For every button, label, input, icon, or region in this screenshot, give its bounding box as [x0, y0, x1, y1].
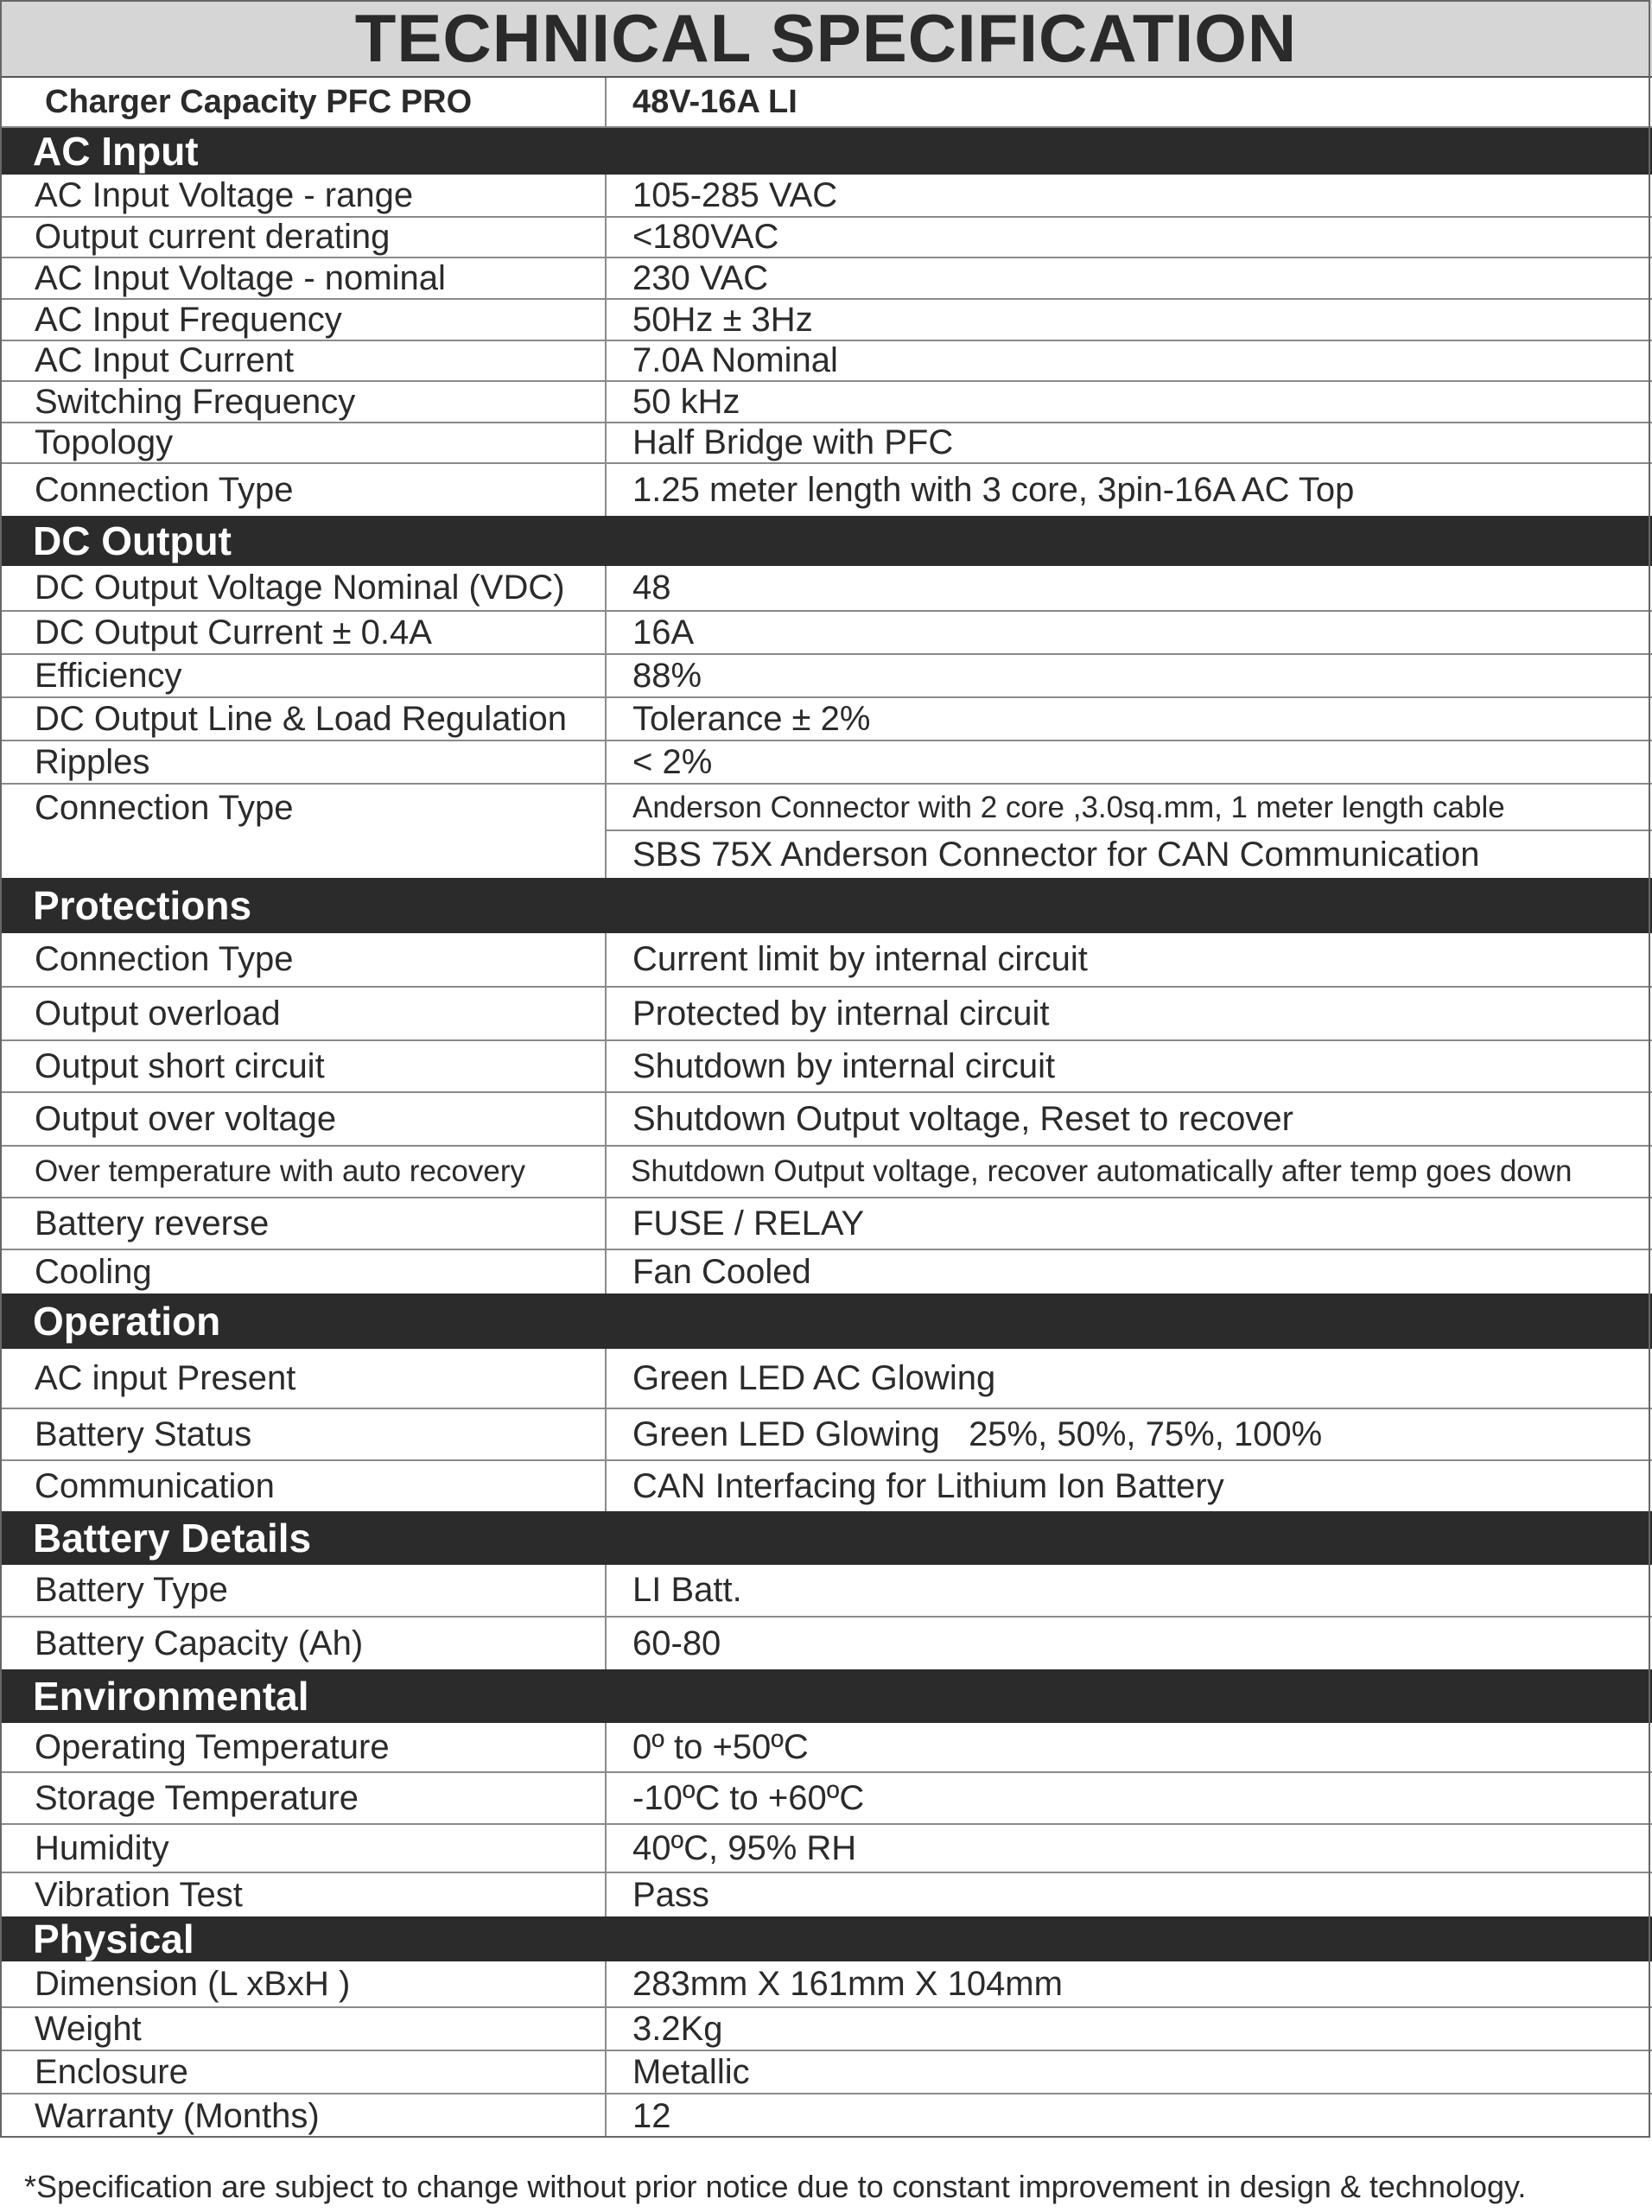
column-divider: [605, 382, 607, 422]
column-divider: [605, 988, 607, 1039]
table-row: [0, 341, 1652, 382]
section-physical: [0, 1916, 1652, 1961]
spec-label: Vibration Test: [35, 1875, 243, 1914]
spec-value: < 2%: [632, 742, 713, 781]
model-value: 48V-16A LI: [632, 83, 797, 120]
spec-label: AC input Present: [35, 1358, 296, 1397]
column-divider: [605, 1041, 607, 1091]
spec-value: Half Bridge with PFC: [632, 423, 954, 461]
column-divider: [605, 1773, 607, 1823]
section-title: AC Input: [33, 129, 199, 174]
spec-value: 7.0A Nominal: [632, 341, 838, 379]
table-row: [0, 1773, 1652, 1825]
table-row: [0, 2051, 1652, 2094]
footnote: *Specification are subject to change without prior notice due to constant improvement in design & technology.: [24, 2169, 1527, 2204]
section-ac-input: [0, 128, 1652, 175]
table-row: [0, 1825, 1652, 1873]
column-divider: [605, 423, 607, 462]
table-row: [0, 1198, 1652, 1250]
spec-value: Metallic: [632, 2052, 750, 2091]
spec-label: Enclosure: [35, 2052, 188, 2091]
section-title: Protections: [33, 883, 252, 928]
column-divider: [605, 1618, 607, 1669]
spec-label: Weight: [35, 2009, 142, 2048]
spec-value: Current limit by internal circuit: [632, 940, 1088, 978]
column-divider: [605, 258, 607, 298]
spec-label: Connection Type: [35, 470, 294, 509]
column-divider: [605, 1461, 607, 1511]
spec-value: 60-80: [632, 1624, 721, 1662]
spec-label: Topology: [35, 423, 174, 461]
table-row: [0, 300, 1652, 341]
table-row: [0, 698, 1652, 741]
column-divider: [605, 655, 607, 696]
spec-label: Output short circuit: [35, 1046, 325, 1085]
spec-label: DC Output Voltage Nominal (VDC): [35, 569, 565, 607]
column-divider: [605, 933, 607, 986]
table-row: [0, 1961, 1652, 2008]
spec-label: Warranty (Months): [35, 2096, 320, 2135]
section-protections: [0, 878, 1652, 933]
spec-label: Battery Capacity (Ah): [35, 1624, 364, 1662]
spec-label: Battery Status: [35, 1414, 252, 1453]
spec-label: Humidity: [35, 1828, 169, 1867]
column-divider: [605, 1250, 607, 1294]
spec-value: Protected by internal circuit: [632, 994, 1050, 1033]
table-row: [0, 1461, 1652, 1511]
table-row: [0, 1349, 1652, 1409]
spec-label: Storage Temperature: [35, 1778, 359, 1817]
section-dc-output: [0, 516, 1652, 566]
spec-label: AC Input Voltage - nominal: [35, 258, 446, 297]
column-divider: [605, 698, 607, 740]
column-divider: [605, 785, 607, 878]
spec-label: Battery reverse: [35, 1204, 270, 1243]
column-divider: [605, 2094, 607, 2138]
spec-label: Output current derating: [35, 218, 391, 256]
spec-value: FUSE / RELAY: [632, 1204, 865, 1243]
spec-label: Output over voltage: [35, 1099, 337, 1138]
column-divider: [605, 1409, 607, 1459]
table-row: [0, 655, 1652, 698]
section-battery-details: [0, 1511, 1652, 1565]
spec-value: 283mm X 161mm X 104mm: [632, 1964, 1063, 2003]
table-row: [0, 382, 1652, 423]
spec-value: 16A: [632, 613, 695, 652]
spec-label: DC Output Current ± 0.4A: [35, 613, 432, 652]
column-divider: [605, 464, 607, 516]
spec-value: Anderson Connector with 2 core ,3.0sq.mm, 1 meter length cable: [632, 791, 1505, 824]
table-row: [0, 1723, 1652, 1773]
spec-value: 48: [632, 569, 671, 607]
section-title: Physical: [33, 1916, 194, 1961]
spec-label: Over temperature with auto recovery: [35, 1154, 526, 1188]
spec-value: 1.25 meter length with 3 core, 3pin-16A AC Top: [632, 470, 1355, 509]
spec-label: Cooling: [35, 1252, 152, 1291]
spec-value: Green LED AC Glowing: [632, 1358, 996, 1397]
page-title: TECHNICAL SPECIFICATION: [354, 0, 1298, 76]
column-divider: [605, 1093, 607, 1145]
spec-label: Switching Frequency: [35, 382, 356, 421]
table-row: [0, 988, 1652, 1041]
spec-label: Battery Type: [35, 1571, 228, 1609]
column-divider: [605, 78, 607, 126]
spec-value: 88%: [632, 656, 702, 695]
spec-value: 105-285 VAC: [632, 175, 838, 214]
section-title: Battery Details: [33, 1516, 312, 1560]
table-row: [0, 1565, 1652, 1618]
table-row: [0, 1041, 1652, 1093]
section-title: Environmental: [33, 1674, 309, 1719]
section-title: Operation: [33, 1299, 221, 1344]
column-divider: [605, 341, 607, 380]
spec-label: Efficiency: [35, 656, 182, 695]
model-row: [0, 78, 1652, 128]
table-row: [0, 612, 1652, 655]
column-divider: [605, 1825, 607, 1872]
spec-label: Operating Temperature: [35, 1727, 390, 1766]
table-row: [0, 785, 1652, 878]
spec-label: Output overload: [35, 994, 281, 1033]
spec-value: Shutdown Output voltage, Reset to recover: [632, 1099, 1293, 1138]
table-row: [0, 1618, 1652, 1669]
spec-label: Dimension (L xBxH ): [35, 1964, 351, 2003]
spec-label: Connection Type: [35, 940, 294, 978]
spec-value: Fan Cooled: [632, 1252, 811, 1291]
column-divider: [605, 218, 607, 257]
table-row: [0, 566, 1652, 612]
table-row: [0, 423, 1652, 464]
table-row: [0, 1873, 1652, 1916]
section-operation: [0, 1294, 1652, 1349]
spec-value: Tolerance ± 2%: [632, 699, 871, 738]
spec-value: 230 VAC: [632, 258, 769, 297]
title-bar: [0, 0, 1652, 78]
spec-value: Shutdown Output voltage, recover automatically after temp goes down: [631, 1154, 1573, 1188]
spec-label: AC Input Frequency: [35, 300, 342, 339]
table-row: [0, 933, 1652, 988]
column-divider: [605, 300, 607, 340]
spec-value: -10ºC to +60ºC: [632, 1778, 865, 1817]
table-row: [0, 1093, 1652, 1147]
section-environmental: [0, 1669, 1652, 1723]
column-divider: [605, 1565, 607, 1616]
section-title: DC Output: [33, 518, 232, 563]
column-divider: [605, 1147, 607, 1197]
column-divider: [605, 2051, 607, 2093]
table-row: [0, 464, 1652, 516]
spec-label: DC Output Line & Load Regulation: [35, 699, 567, 738]
spec-label: AC Input Current: [35, 341, 295, 379]
table-row: [0, 741, 1652, 785]
table-row: [0, 2094, 1652, 2138]
spec-value: <180VAC: [632, 218, 779, 256]
spec-label: AC Input Voltage - range: [35, 175, 414, 214]
spec-value: Pass: [632, 1875, 709, 1914]
column-divider: [605, 1349, 607, 1408]
spec-value: CAN Interfacing for Lithium Ion Battery: [632, 1466, 1224, 1505]
column-divider: [605, 566, 607, 610]
column-divider: [605, 1198, 607, 1249]
spec-label: Connection Type: [35, 788, 294, 827]
table-row: [0, 218, 1652, 258]
model-label: Charger Capacity PFC PRO: [45, 83, 473, 120]
spec-value: 3.2Kg: [632, 2009, 723, 2048]
spec-label: Communication: [35, 1466, 275, 1505]
table-row: [0, 175, 1652, 218]
column-divider: [605, 1723, 607, 1771]
column-divider: [605, 1961, 607, 2006]
spec-value: 40ºC, 95% RH: [632, 1828, 857, 1867]
column-divider: [605, 741, 607, 783]
spec-value: 50Hz ± 3Hz: [632, 300, 813, 339]
column-divider: [605, 612, 607, 653]
spec-value: Green LED Glowing 25%, 50%, 75%, 100%: [632, 1414, 1323, 1453]
column-divider: [605, 2008, 607, 2050]
spec-value: 12: [632, 2096, 671, 2135]
table-row: [0, 1409, 1652, 1461]
table-row: [0, 2008, 1652, 2051]
spec-value: 0º to +50ºC: [632, 1727, 809, 1766]
column-divider: [605, 1873, 607, 1916]
spec-label: Ripples: [35, 742, 150, 781]
spec-value: LI Batt.: [632, 1571, 742, 1609]
table-row: [0, 1250, 1652, 1294]
column-divider: [605, 175, 607, 216]
table-row: [0, 1147, 1652, 1198]
table-row: [0, 258, 1652, 300]
spec-value-secondary: SBS 75X Anderson Connector for CAN Communication: [632, 835, 1480, 874]
spec-value: 50 kHz: [632, 382, 740, 421]
spec-value: Shutdown by internal circuit: [632, 1046, 1056, 1085]
